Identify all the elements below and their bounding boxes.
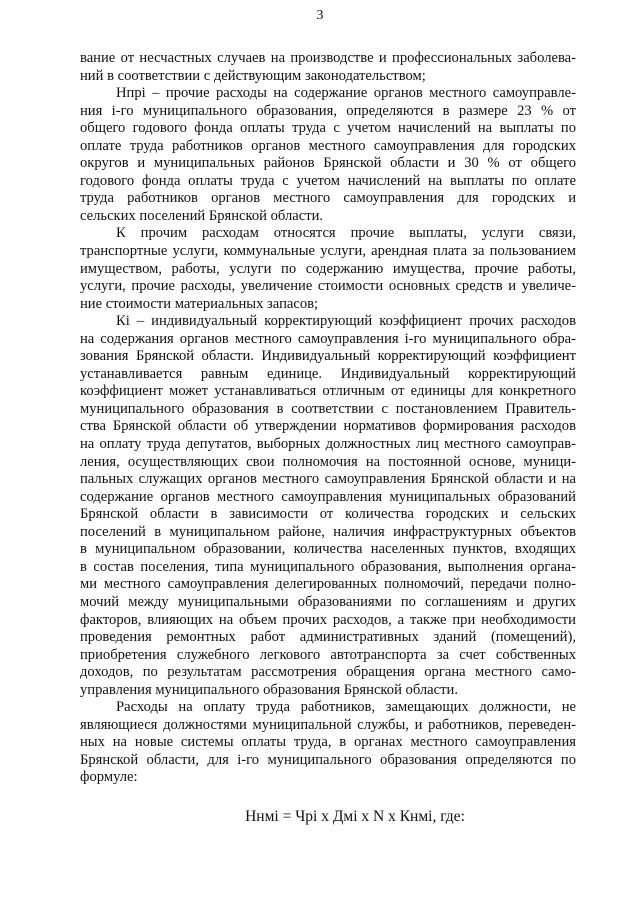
text-line: ства Брянской области об утверждении нормативов формирования расходов [80, 418, 576, 435]
text-line: сельских поселений Брянской области. [80, 207, 324, 224]
text-line: оплате труда работников органов местного самоуправления для городских [80, 137, 576, 154]
text-line: ми местного самоуправления делегированных полномочий, передачи полно- [80, 576, 576, 593]
text-line: ния i-го муниципального образования, определяются в размере 23 % от [80, 102, 576, 119]
text-line: доходов, по результатам рассмотрения обращения органа местного само- [80, 664, 576, 681]
text-line: приобретения служебного легкового автотранспорта за счет собственных [80, 646, 576, 663]
page-number: 3 [316, 8, 324, 23]
text-line: ных на новые системы оплаты труда, в органах местного самоуправления [80, 734, 576, 751]
text-line: в состав поселения, типа муниципального образования, выполнения органа- [80, 558, 576, 575]
text-line: факторов, влияющих на объем прочих расходов, а также при необходимости [80, 611, 576, 628]
text-line: имуществом, работы, услуги по содержанию имущества, прочие работы, [80, 260, 576, 277]
text-line: К прочим расходам относятся прочие выплаты, услуги связи, [116, 225, 576, 242]
text-line: округов и муниципальных районов Брянской области и 30 % от общего [80, 155, 576, 172]
text-line: ние стоимости материальных запасов; [80, 295, 319, 312]
document-body [80, 50, 576, 787]
text-line: в муниципальном образовании, количества населенных пунктов, входящих [80, 541, 576, 558]
formula: Hнмi = Чрi x Дмi x N x Кнмi, где: [245, 808, 465, 825]
text-line: Нпрi – прочие расходы на содержание органов местного самоуправле- [116, 85, 576, 102]
paragraph-insurance-continuation [80, 50, 576, 85]
text-line: проведения ремонтных работ административных зданий (помещений), [80, 629, 576, 646]
paragraph-wage-expenses-intro [80, 699, 576, 787]
text-line: являющиеся должностями муниципальной службы, и работников, переведен- [80, 716, 576, 733]
text-line: на оплату труда депутатов, выборных должностных лиц местного самоуправ- [80, 436, 576, 453]
text-line: ний в соответствии с действующим законодательством; [80, 67, 426, 84]
text-line: содержание органов местного самоуправления муниципальных образований [80, 488, 576, 505]
text-line: коэффициент может устанавливаться отличным от единицы для конкретного [80, 383, 576, 400]
text-line: годового фонда оплаты труда с учетом начислений на выплаты по оплате [80, 172, 576, 189]
text-line: Брянской области, для i-го муниципального образования определяются по [80, 751, 576, 768]
text-line: поселений в муниципальном районе, наличия инфраструктурных объектов [80, 523, 576, 540]
text-line: на содержания органов местного самоуправления i-го муниципального обра- [80, 330, 576, 347]
text-line: ления, осуществляющих свои полномочия на постоянной основе, муници- [80, 453, 576, 470]
text-line: муниципального образования в соответствии с постановлением Правитель- [80, 400, 576, 417]
paragraph-other-expenses-list [80, 225, 576, 313]
text-line: транспортные услуги, коммунальные услуги, арендная плата за пользованием [80, 243, 576, 260]
text-line: пальных служащих органов местного самоуправления Брянской области и на [80, 471, 576, 488]
text-line: вание от несчастных случаев на производстве и профессиональных заболева- [80, 50, 576, 66]
text-line: зования Брянской области. Индивидуальный корректирующий коэффициент [80, 348, 576, 365]
text-line: труда работников органов местного самоуправления для городских и [80, 190, 576, 207]
text-line: Кi – индивидуальный корректирующий коэффициент прочих расходов [116, 313, 576, 330]
paragraph-other-expenses-definition [80, 85, 576, 225]
text-line: Расходы на оплату труда работников, замещающих должности, не [116, 699, 576, 716]
paragraph-correction-coefficient [80, 313, 576, 699]
text-line: услуги, прочие расходы, увеличение стоимости основных средств и увеличе- [80, 278, 576, 295]
text-line: мочий между муниципальными образованиями по соглашениям и других [80, 593, 576, 610]
text-line: управления муниципального образования Брянской области. [80, 681, 458, 698]
text-line: устанавливается равным единице. Индивидуальный корректирующий [80, 365, 576, 382]
text-line: формуле: [80, 769, 138, 786]
text-line: общего годового фонда оплаты труда с учетом начислений на выплаты по [80, 120, 576, 137]
text-line: Брянской области в зависимости от количества городских и сельских [80, 506, 576, 523]
